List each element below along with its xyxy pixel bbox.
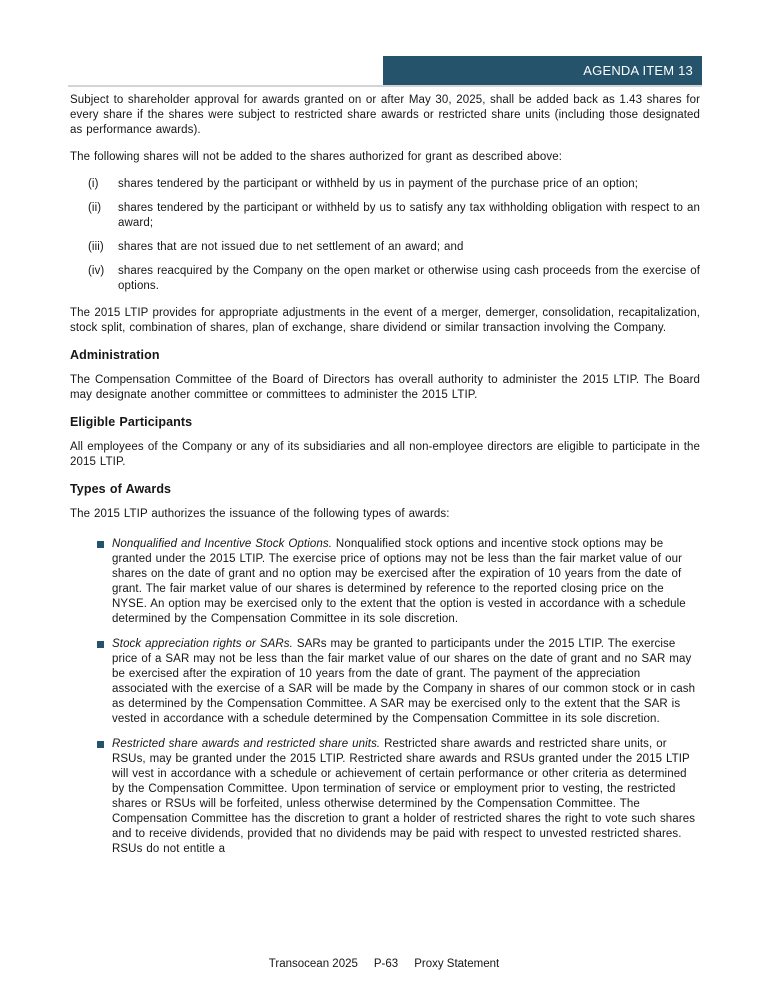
list-marker: (iii) bbox=[88, 241, 104, 253]
list-item bbox=[70, 177, 700, 192]
award-type-body: Restricted share awards and restricted share units, or RSUs, may be granted under the 2015 LTIP. Restricted share awards and RSUs granted under the 2015 LTIP will vest in accordance with a schedule or achievement of certain performance or other criteria as determined by the Compensation Committee. Upon termination of service or employment prior to vesting, the restricted shares or RSUs will be forfeited, unless otherwise determined by the Compensation Committee. The Compensation Committee has the discretion to grant a holder of restricted shares the right to vote such shares and to receive dividends, provided that no dividends may be paid with respect to unvested restricted shares. RSUs do not entitle a bbox=[112, 738, 696, 855]
paragraph-share-addback: Subject to shareholder approval for awards granted on or after May 30, 2025, shall be added back as 1.43 shares for every share if the shares were subject to restricted share awards or restricted share units (including those designated as performance awards). bbox=[70, 94, 700, 136]
award-type-body: SARs may be granted to participants under the 2015 LTIP. The exercise price of a SAR may not be less than the fair market value of our shares on the date of grant and no SAR may be exercised after the expiration of 10 years from the date of grant. The payment of the appreciation associated with the exercise of a SAR will be made by the Company in shares of our common stock or in cash as determined by the Compensation Committee. A SAR may be exercised only to the extent that the SAR is vested in accordance with a schedule determined by the Compensation Committee in its sole discretion. bbox=[112, 638, 696, 725]
paragraph-eligible-participants: All employees of the Company or any of its subsidiaries and all non-employee directors are eligible to participate in the 2015 LTIP. bbox=[70, 441, 700, 468]
list-item bbox=[70, 240, 700, 255]
bullet-square-icon bbox=[97, 541, 104, 548]
heading-types-of-awards: Types of Awards bbox=[70, 482, 172, 496]
award-type-text-block bbox=[112, 537, 700, 627]
agenda-item-label: AGENDA ITEM 13 bbox=[583, 63, 693, 78]
list-item bbox=[70, 201, 700, 231]
list-item-text: shares tendered by the participant or withheld by us to satisfy any tax withholding obligation with respect to an award; bbox=[118, 202, 700, 229]
footer-company: Transocean 2025 bbox=[268, 958, 358, 970]
heading-administration: Administration bbox=[70, 348, 160, 362]
page-content bbox=[70, 93, 700, 867]
bullet-square-icon bbox=[97, 741, 104, 748]
award-type-list bbox=[70, 537, 700, 857]
paragraph-types-intro: The 2015 LTIP authorizes the issuance of the following types of awards: bbox=[70, 508, 450, 520]
award-type-item bbox=[70, 537, 700, 627]
list-marker: (iv) bbox=[88, 265, 105, 277]
award-type-item bbox=[70, 637, 700, 727]
list-marker: (i) bbox=[88, 178, 99, 190]
list-item-text: shares tendered by the participant or withheld by us in payment of the purchase price of an option; bbox=[118, 178, 639, 190]
award-type-lead: Restricted share awards and restricted share units. bbox=[112, 738, 381, 750]
heading-eligible-participants: Eligible Participants bbox=[70, 415, 193, 429]
list-item-text: shares reacquired by the Company on the open market or otherwise using cash proceeds from the exercise of options. bbox=[118, 265, 700, 292]
paragraph-exclusion-lead: The following shares will not be added to the shares authorized for grant as described above: bbox=[70, 151, 563, 163]
header-rule bbox=[68, 85, 702, 87]
list-marker: (ii) bbox=[88, 202, 102, 214]
list-item-text: shares that are not issued due to net settlement of an award; and bbox=[118, 241, 464, 253]
paragraph-adjustments: The 2015 LTIP provides for appropriate adjustments in the event of a merger, demerger, consolidation, recapitalization, stock split, combination of shares, plan of exchange, share dividend or similar transaction involving the Company. bbox=[70, 307, 700, 334]
exclusion-list bbox=[70, 177, 700, 294]
footer-document: Proxy Statement bbox=[414, 958, 500, 970]
bullet-square-icon bbox=[97, 641, 104, 648]
award-type-text-block bbox=[112, 637, 700, 727]
award-type-text-block bbox=[112, 737, 700, 857]
paragraph-administration: The Compensation Committee of the Board of Directors has overall authority to administer the 2015 LTIP. The Board may designate another committee or committees to administer the 2015 LTIP. bbox=[70, 374, 700, 401]
award-type-lead: Nonqualified and Incentive Stock Options. bbox=[112, 538, 333, 550]
page-footer bbox=[0, 958, 768, 970]
agenda-item-banner bbox=[383, 56, 702, 85]
award-type-lead: Stock appreciation rights or SARs. bbox=[112, 638, 293, 650]
award-type-body: Nonqualified stock options and incentive stock options may be granted under the 2015 LTIP. The exercise price of options may not be less than the fair market value of our shares on the date of grant and no option may be exercised after the expiration of 10 years from the date of grant. The fair market value of our shares is determined by reference to the reported closing price on the NYSE. An option may be exercised only to the extent that the option is vested in accordance with a schedule determined by the Compensation Committee in its sole discretion. bbox=[112, 538, 686, 625]
footer-page-number: P-63 bbox=[373, 958, 399, 970]
list-item bbox=[70, 264, 700, 294]
award-type-item bbox=[70, 737, 700, 857]
